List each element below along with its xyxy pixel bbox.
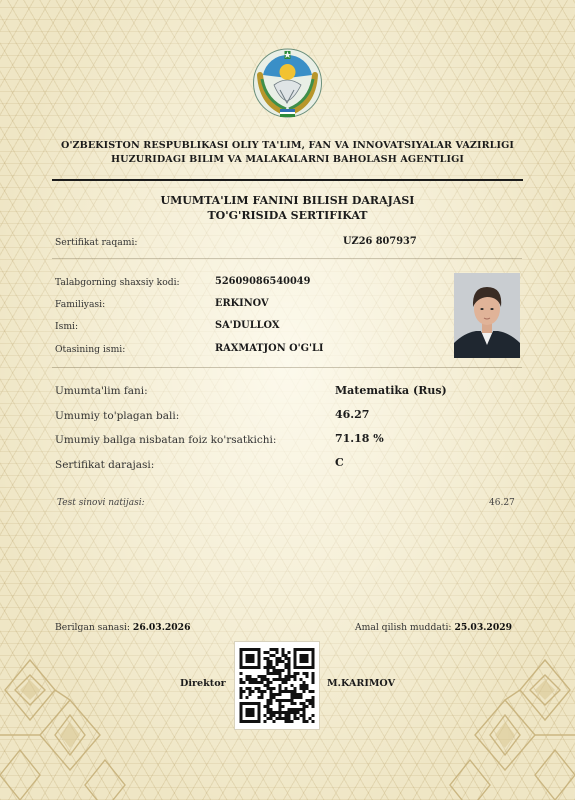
issued-date-label: Berilgan sanasi: bbox=[55, 622, 130, 633]
corner-ornament-bottom-right bbox=[445, 640, 575, 800]
level-value: C bbox=[335, 456, 344, 469]
score-value: 46.27 bbox=[335, 408, 370, 421]
corner-ornament-bottom-left bbox=[0, 640, 130, 800]
valid-until-label: Amal qilish muddati: bbox=[355, 622, 452, 633]
ministry-line-1: O'ZBEKISTON RESPUBLIKASI OLIY TA'LIM, FAN VA INNOVATSIYALAR VAZIRLIGI bbox=[61, 140, 514, 151]
surname-value: ERKINOV bbox=[215, 298, 269, 309]
subject-label: Umumta'lim fani: bbox=[55, 385, 148, 397]
pin-label: Talabgorning shaxsiy kodi: bbox=[55, 277, 180, 288]
ministry-heading bbox=[40, 139, 535, 167]
state-emblem-icon bbox=[250, 45, 325, 120]
certificate-title-line-1: UMUMTA'LIM FANINI BILISH DARAJASI bbox=[160, 194, 415, 207]
header-divider bbox=[52, 179, 523, 181]
section-divider-2 bbox=[52, 367, 522, 368]
ministry-line-2: HUZURIDAGI BILIM VA MALAKALARNI BAHOLASH AGENTLIGI bbox=[111, 154, 464, 165]
section-divider-1 bbox=[52, 258, 522, 259]
qr-code[interactable] bbox=[234, 641, 320, 730]
issued-date-value: 26.03.2026 bbox=[132, 622, 191, 633]
person-photo bbox=[454, 273, 520, 358]
percent-value: 71.18 % bbox=[335, 432, 384, 445]
name-label: Ismi: bbox=[55, 321, 79, 332]
issued-date bbox=[55, 622, 190, 633]
percent-label: Umumiy ballga nisbatan foiz ko'rsatkichi: bbox=[55, 434, 277, 446]
director-name: M.KARIMOV bbox=[327, 678, 396, 689]
director-label: Direktor bbox=[180, 678, 226, 689]
name-value: SA'DULLOX bbox=[215, 320, 280, 331]
certificate-number-label: Sertifikat raqami: bbox=[55, 237, 138, 248]
qr-code-icon bbox=[235, 642, 319, 729]
certificate-title bbox=[60, 193, 515, 223]
level-label: Sertifikat darajasi: bbox=[55, 459, 155, 471]
score-label: Umumiy to'plagan bali: bbox=[55, 410, 180, 422]
pin-value: 52609086540049 bbox=[215, 276, 311, 287]
patronymic-label: Otasining ismi: bbox=[55, 344, 126, 355]
valid-until-value: 25.03.2029 bbox=[454, 622, 512, 633]
subject-value: Matematika (Rus) bbox=[335, 384, 447, 397]
test-result-label: Test sinovi natijasi: bbox=[57, 498, 145, 508]
person-photo-icon bbox=[454, 273, 520, 358]
surname-label: Familiyasi: bbox=[55, 299, 106, 310]
certificate-title-line-2: TO'G'RISIDA SERTIFIKAT bbox=[207, 209, 368, 222]
certificate-number-value: UZ26 807937 bbox=[343, 236, 417, 247]
valid-until bbox=[355, 622, 512, 633]
patronymic-value: RAXMATJON O'G'LI bbox=[215, 343, 324, 354]
test-result-value: 46.27 bbox=[489, 498, 515, 508]
